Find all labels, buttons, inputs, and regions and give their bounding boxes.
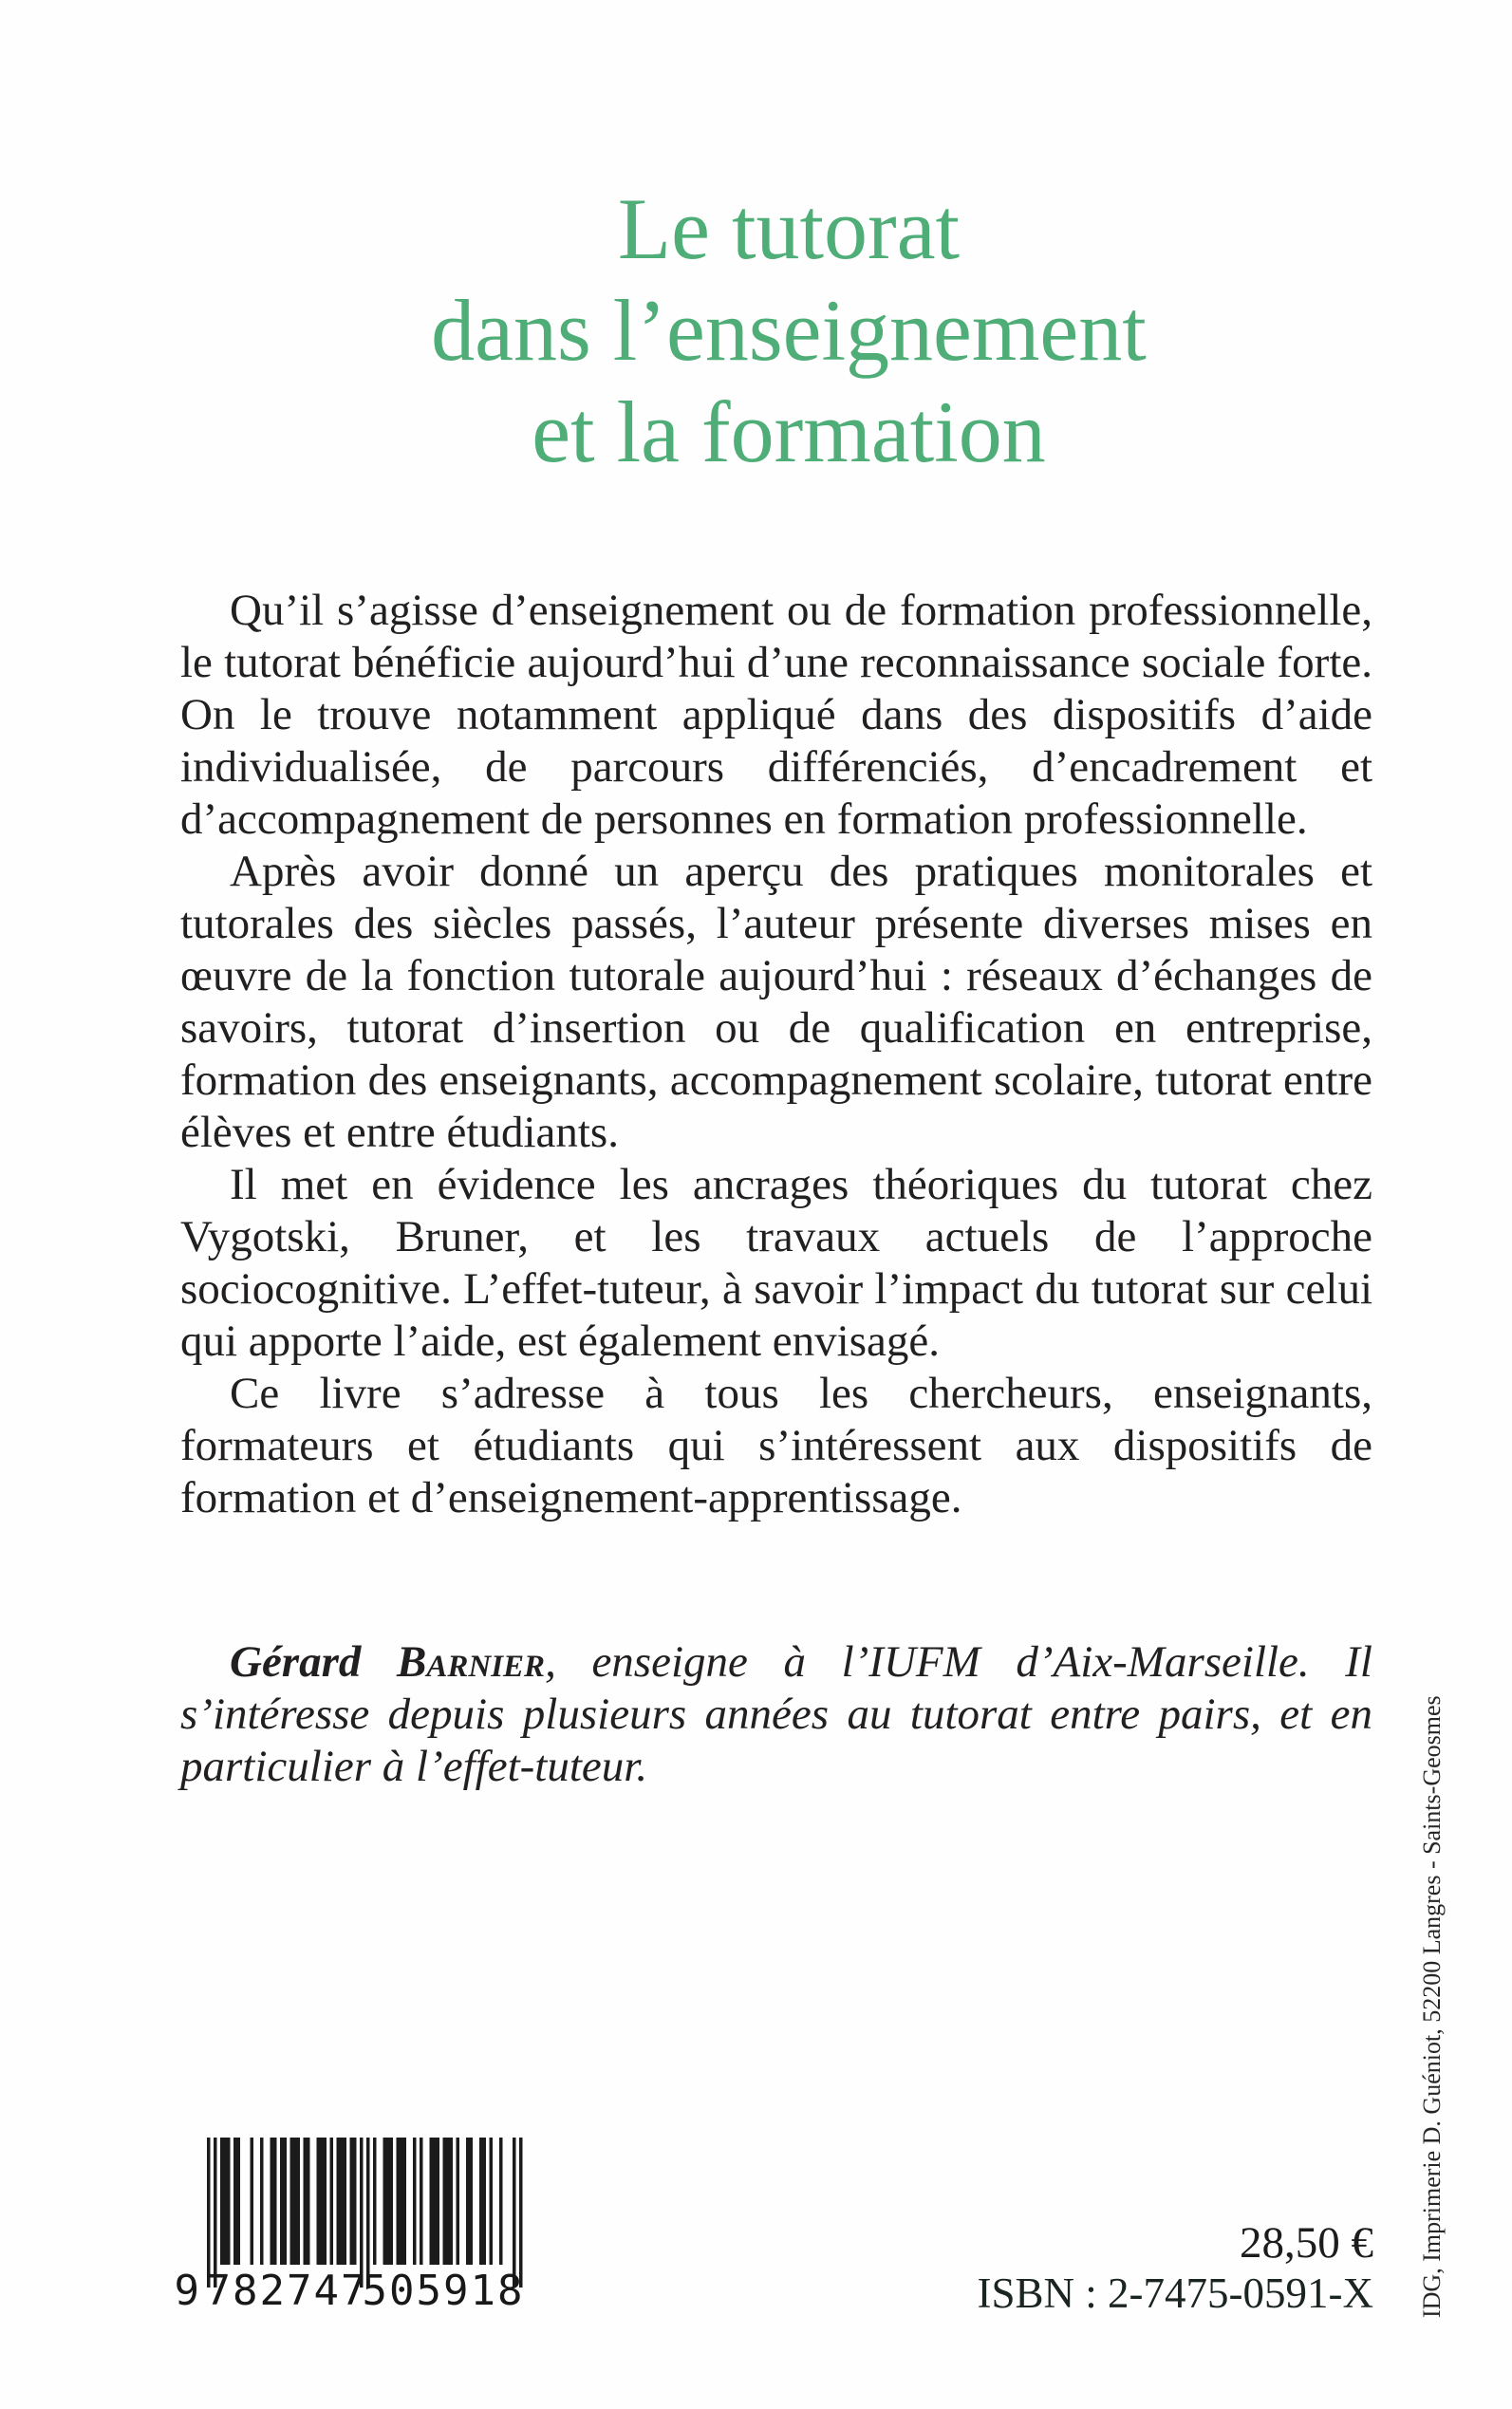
barcode-left-digits: 782747 — [205, 2267, 368, 2315]
book-title — [66, 178, 1511, 483]
synopsis-paragraph-2: Après avoir donné un aperçu des pratiques monitorales et tutorales des siècles passés, l’auteur présente diverses mises en œuvre de la fonction tutorale aujourd’hui : réseaux d’échanges de savoirs, tutorat d’insertion ou de qualification en entreprise, formation des enseignants, accompagnement scolaire, tutorat entre élèves et entre étudiants. — [180, 847, 1372, 1157]
barcode-lead-digit: 9 — [174, 2267, 199, 2315]
isbn-label: ISBN : 2-7475-0591-X — [977, 2269, 1373, 2317]
book-title-line-1: Le tutorat — [617, 180, 961, 277]
synopsis — [180, 585, 1372, 1524]
barcode-bars — [159, 2130, 539, 2315]
book-title-line-3: et la formation — [532, 383, 1046, 480]
author-first-name: Gérard — [230, 1637, 397, 1687]
book-title-line-2: dans l’enseignement — [431, 282, 1147, 379]
barcode — [159, 2130, 539, 2315]
author-bio-text: , enseigne à l’IUFM d’Aix-Marseille. Il s’intéresse depuis plusieurs années au tutorat entre pairs, et en particulier à l’effet-tuteur. — [180, 1637, 1372, 1791]
author-surname: Barnier — [397, 1637, 546, 1687]
synopsis-paragraph-3: Il met en évidence les ancrages théoriques du tutorat chez Vygotski, Bruner, et les travaux actuels de l’approche sociocognitive. L’effet-tuteur, à savoir l’impact du tutorat sur celui qui apporte l’aide, est également envisagé. — [180, 1160, 1372, 1366]
price-label: 28,50 € — [1240, 2218, 1373, 2268]
printer-credit: IDG, Imprimerie D. Guéniot, 52200 Langres - Saints-Geosmes — [1418, 1695, 1446, 2318]
barcode-right-digits: 505918 — [362, 2267, 525, 2315]
author-bio — [180, 1636, 1372, 1793]
synopsis-paragraph-1: Qu’il s’agisse d’enseignement ou de formation professionnelle, le tutorat bénéficie aujourd’hui d’une reconnaissance sociale forte. On le trouve notamment appliqué dans des dispositifs d’aide individualisée, de parcours différenciés, d’encadrement et d’accompagnement de personnes en formation professionnelle. — [180, 586, 1372, 844]
synopsis-paragraph-4: Ce livre s’adresse à tous les chercheurs, enseignants, formateurs et étudiants qui s’intéressent aux dispositifs de formation et d’enseignement-apprentissage. — [180, 1369, 1372, 1522]
